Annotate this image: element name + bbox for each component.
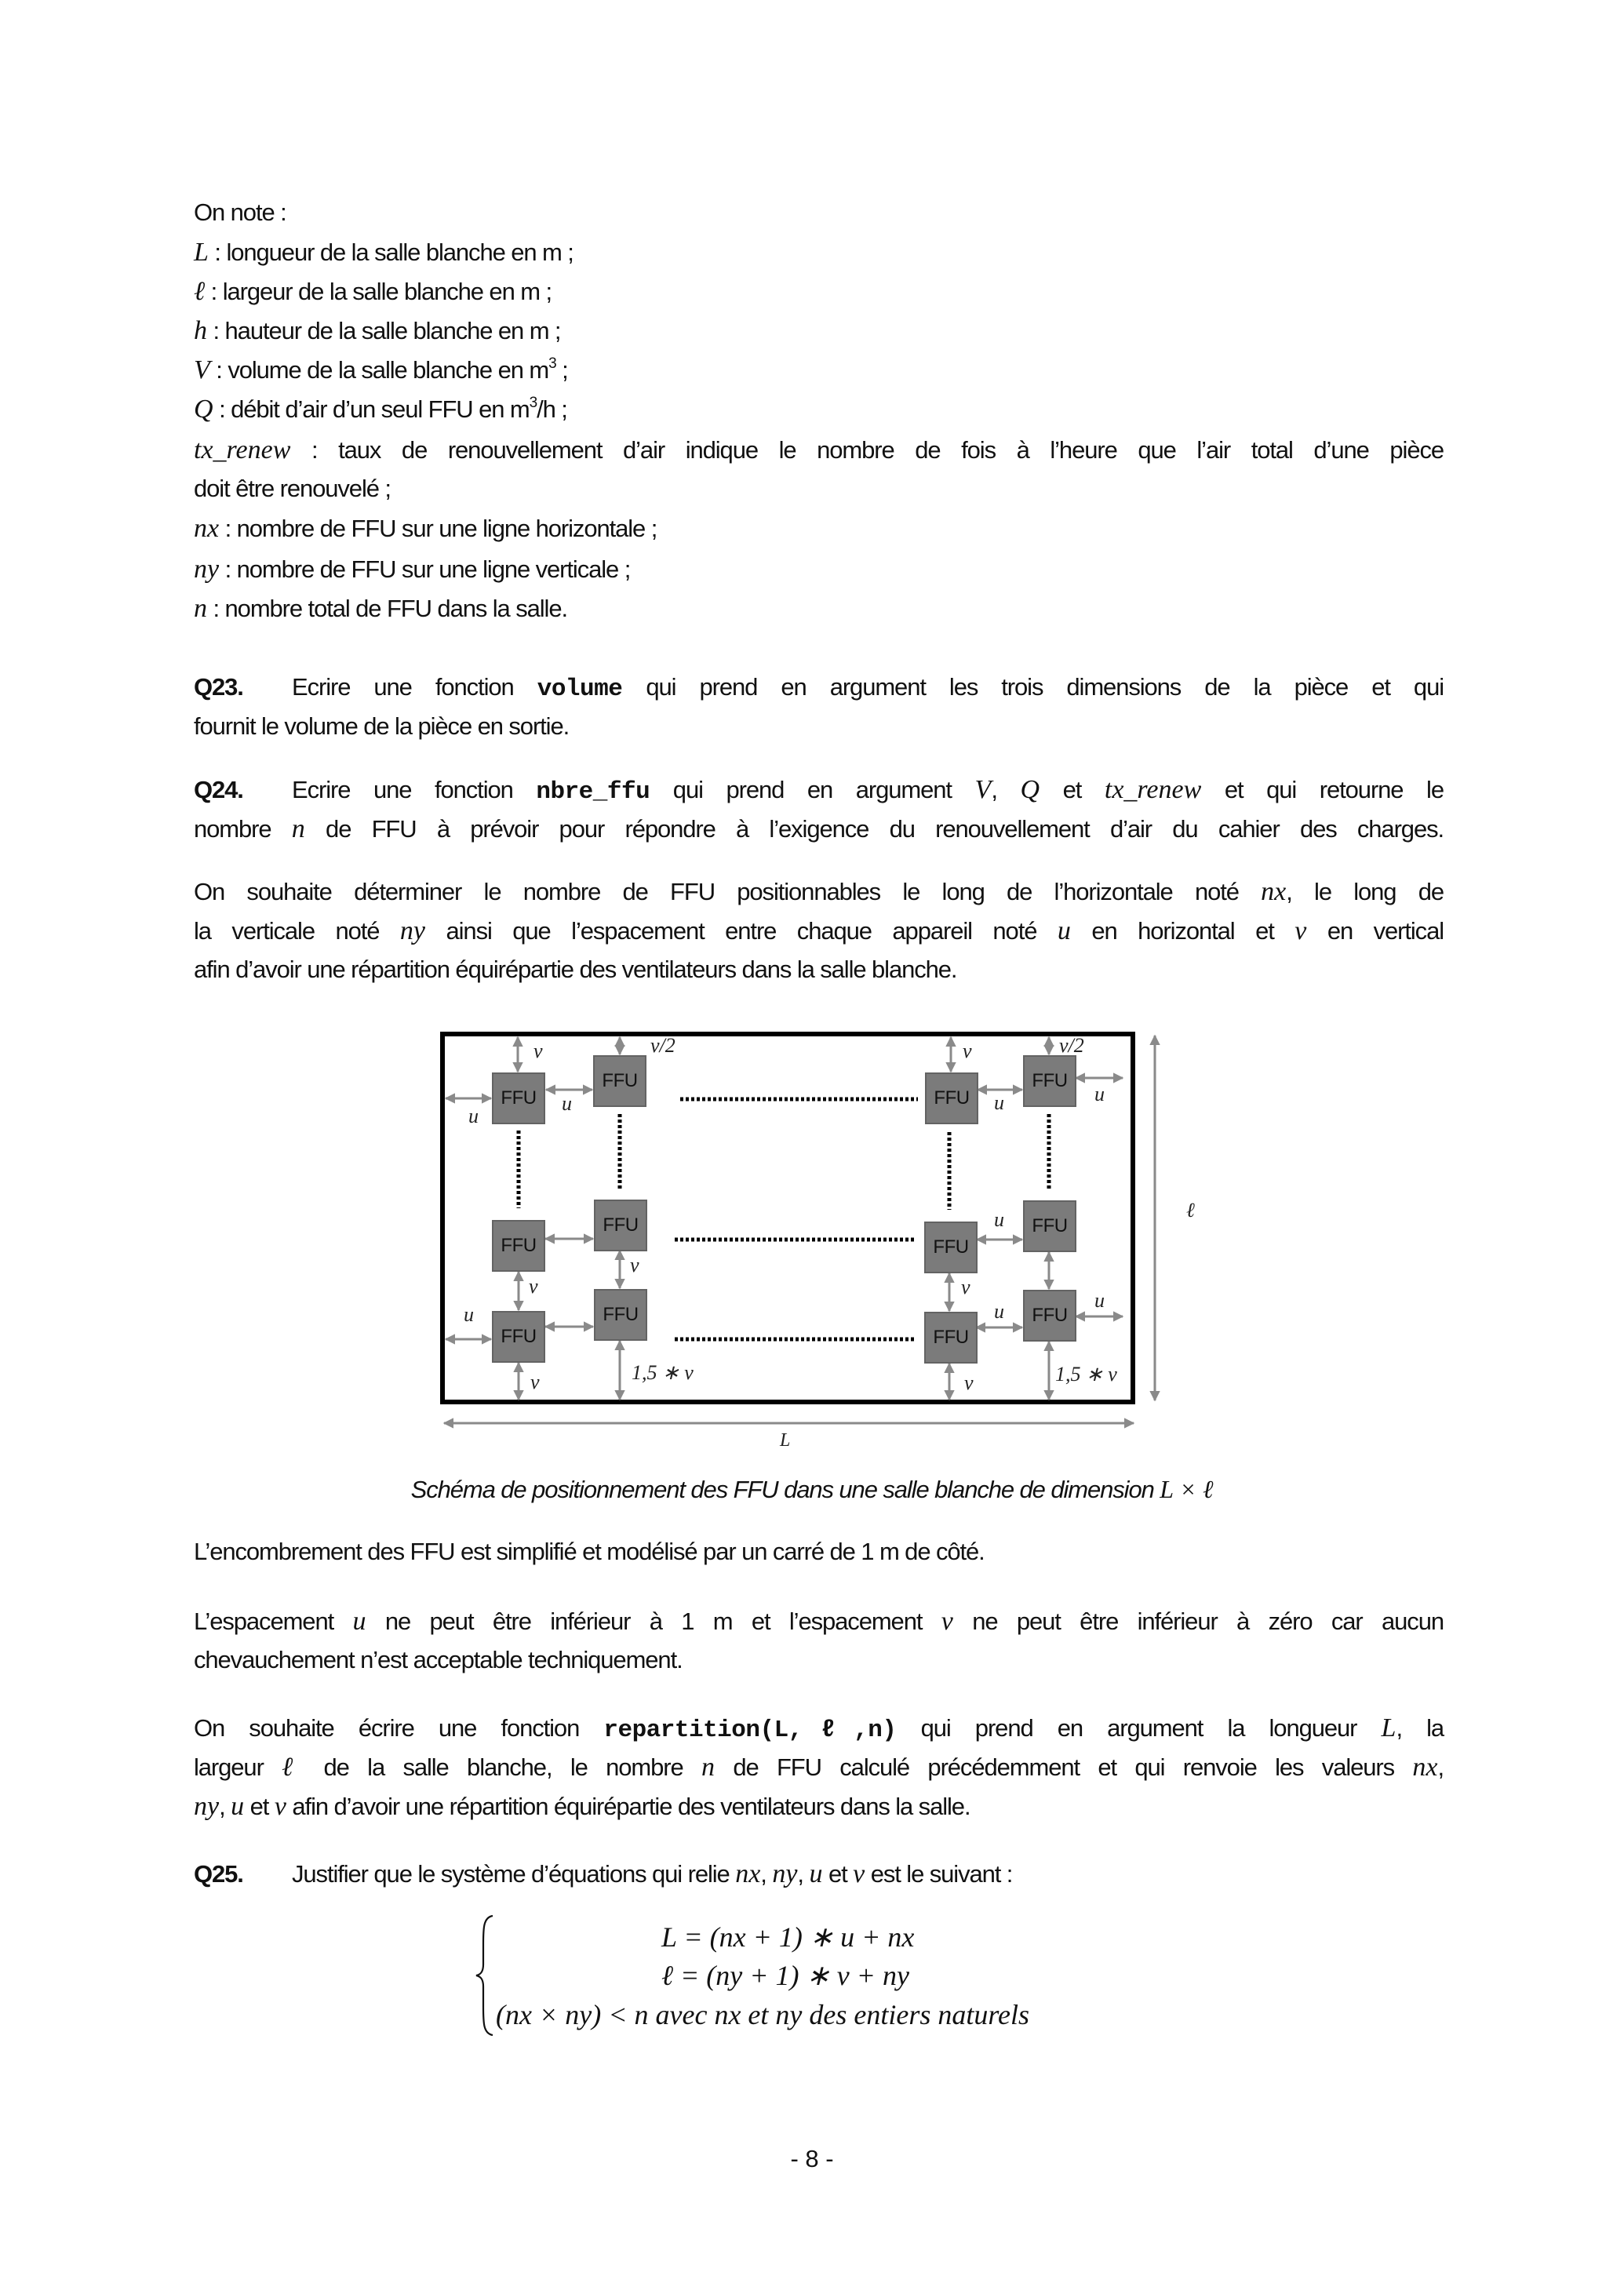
equation-1: L = (nx + 1) ∗ u + nx bbox=[661, 1921, 915, 1953]
math-symbol: nx bbox=[194, 514, 220, 543]
paragraph-repartition-intro-l1: On souhaite déterminer le nombre de FFU positionnables le long de l’horizontale noté nx, le long de bbox=[194, 877, 1444, 906]
label-v: v bbox=[630, 1254, 639, 1276]
label-u: u bbox=[464, 1303, 474, 1326]
label-v: v bbox=[533, 1040, 543, 1062]
ffu-unit: FFU bbox=[492, 1072, 545, 1124]
question-label: Q23. bbox=[194, 673, 243, 701]
paragraph-fonction-l3: ny, u et v afin d’avoir une répartition équirépartie des ventilateurs dans la salle. bbox=[194, 1792, 970, 1821]
paragraph-fonction-l1: On souhaite écrire une fonction repartition(L,ℓ,n) qui prend en argument la longueur L, la bbox=[194, 1713, 1444, 1744]
function-name: repartition(L,ℓ,n) bbox=[603, 1717, 897, 1744]
question-q24: Q24. Ecrire une fonction nbre_ffu qui prend en argument V, Q et tx_renew et qui retourne le bbox=[194, 775, 1444, 806]
label-u: u bbox=[994, 1208, 1004, 1231]
page-number: - 8 - bbox=[790, 2145, 834, 2172]
function-name: nbre_ffu bbox=[536, 778, 650, 806]
notation-item-n: n : nombre total de FFU dans la salle. bbox=[194, 594, 567, 623]
ffu-unit: FFU bbox=[1023, 1055, 1076, 1107]
label-v-half: v/2 bbox=[1059, 1034, 1084, 1057]
math-symbol: V bbox=[194, 355, 210, 384]
notation-item-ny: ny : nombre de FFU sur une ligne verticale ; bbox=[194, 555, 631, 584]
ffu-unit: FFU bbox=[594, 1289, 647, 1341]
label-u: u bbox=[1094, 1083, 1105, 1105]
label-v-half: v/2 bbox=[650, 1034, 675, 1057]
notation-item-Q: Q : débit d’air d’un seul FFU en $m^3/h$ ; bbox=[194, 394, 567, 424]
label-u: u bbox=[562, 1092, 572, 1115]
ffu-unit: FFU bbox=[594, 1200, 647, 1251]
notation-intro: On note : bbox=[194, 198, 286, 226]
question-label: Q25. bbox=[194, 1860, 243, 1888]
math-symbol: ℓ bbox=[194, 277, 206, 306]
ffu-unit: FFU bbox=[492, 1311, 545, 1363]
label-u: u bbox=[994, 1300, 1004, 1323]
label-v: v bbox=[963, 1040, 972, 1062]
ffu-unit: FFU bbox=[924, 1222, 978, 1273]
math-symbol: h bbox=[194, 316, 207, 345]
label-u: u bbox=[468, 1105, 479, 1127]
ffu-unit: FFU bbox=[925, 1072, 978, 1124]
question-label: Q24. bbox=[194, 776, 243, 803]
notation-item-V: V : volume de la salle blanche en $m^3$ ; bbox=[194, 355, 568, 384]
label-v: v bbox=[530, 1371, 540, 1393]
function-name: volume bbox=[537, 675, 623, 703]
question-q25: Q25. Justifier que le système d’équations qui relie nx, ny, u et v est le suivant : bbox=[194, 1859, 1013, 1888]
paragraph-espacement-l1: L’espacement u ne peut être inférieur à 1 m et l’espacement v ne peut être inférieur à zéro car aucun bbox=[194, 1607, 1444, 1636]
math-symbol: n bbox=[194, 594, 207, 623]
notation-item-nx: nx : nombre de FFU sur une ligne horizontale ; bbox=[194, 514, 657, 543]
paragraph-repartition-intro-l3: afin d’avoir une répartition équirépartie des ventilateurs dans la salle blanche. bbox=[194, 956, 957, 983]
label-1-5v: 1,5 ∗ v bbox=[632, 1361, 694, 1384]
equation-2: ℓ = (ny + 1) ∗ v + ny bbox=[661, 1960, 909, 1991]
math-symbol: L bbox=[194, 238, 209, 267]
question-q23-line2: fournit le volume de la pièce en sortie. bbox=[194, 712, 570, 740]
label-u: u bbox=[994, 1091, 1004, 1114]
paragraph-encombrement: L’encombrement des FFU est simplifié et modélisé par un carré de 1 m de côté. bbox=[194, 1538, 985, 1565]
paragraph-repartition-intro-l2: la verticale noté ny ainsi que l’espacement entre chaque appareil noté u en horizontal et v en vertical bbox=[194, 916, 1444, 945]
math-symbol: Q bbox=[194, 395, 213, 424]
ffu-unit: FFU bbox=[1023, 1290, 1076, 1342]
clean-room-frame bbox=[440, 1032, 1135, 1404]
label-v: v bbox=[964, 1371, 974, 1394]
ffu-unit: FFU bbox=[492, 1220, 545, 1272]
label-v: v bbox=[529, 1275, 538, 1298]
label-u: u bbox=[1094, 1289, 1105, 1312]
left-brace-icon bbox=[474, 1913, 497, 2038]
label-L: L bbox=[780, 1430, 791, 1451]
paragraph-fonction-l2: largeur ℓ de la salle blanche, le nombre n de FFU calculé précédemment et qui renvoie les valeurs nx, bbox=[194, 1753, 1444, 1782]
notation-item-h: h : hauteur de la salle blanche en m ; bbox=[194, 316, 561, 345]
figure-caption: Schéma de positionnement des FFU dans une salle blanche de dimension L × ℓ bbox=[410, 1475, 1214, 1503]
label-1-5v: 1,5 ∗ v bbox=[1055, 1363, 1117, 1386]
label-l: ℓ bbox=[1186, 1199, 1195, 1222]
notation-item-tx-renew-cont: doit être renouvelé ; bbox=[194, 475, 391, 502]
question-q23: Q23. Ecrire une fonction volume qui prend en argument les trois dimensions de la pièce et qui bbox=[194, 673, 1444, 703]
math-symbol: ny bbox=[194, 555, 220, 584]
notation-item-tx-renew: tx_renew : taux de renouvellement d’air indique le nombre de fois à l’heure que l’air total d’une pièce bbox=[194, 435, 1444, 464]
notation-item-l: ℓ : largeur de la salle blanche en m ; bbox=[194, 277, 552, 306]
math-symbol: tx_renew bbox=[194, 435, 291, 464]
paragraph-espacement-l2: chevauchement n’est acceptable techniquement. bbox=[194, 1646, 683, 1673]
question-q24-line2: nombre n de FFU à prévoir pour répondre à l’exigence du renouvellement d’air du cahier des charges. bbox=[194, 814, 1444, 843]
ffu-unit: FFU bbox=[1023, 1200, 1076, 1252]
equation-3: (nx × ny) < n avec nx et ny des entiers naturels bbox=[496, 1999, 1030, 2030]
label-v: v bbox=[961, 1276, 970, 1298]
ffu-unit: FFU bbox=[593, 1055, 646, 1107]
ffu-unit: FFU bbox=[924, 1312, 978, 1364]
notation-item-L: L : longueur de la salle blanche en m ; bbox=[194, 238, 573, 267]
